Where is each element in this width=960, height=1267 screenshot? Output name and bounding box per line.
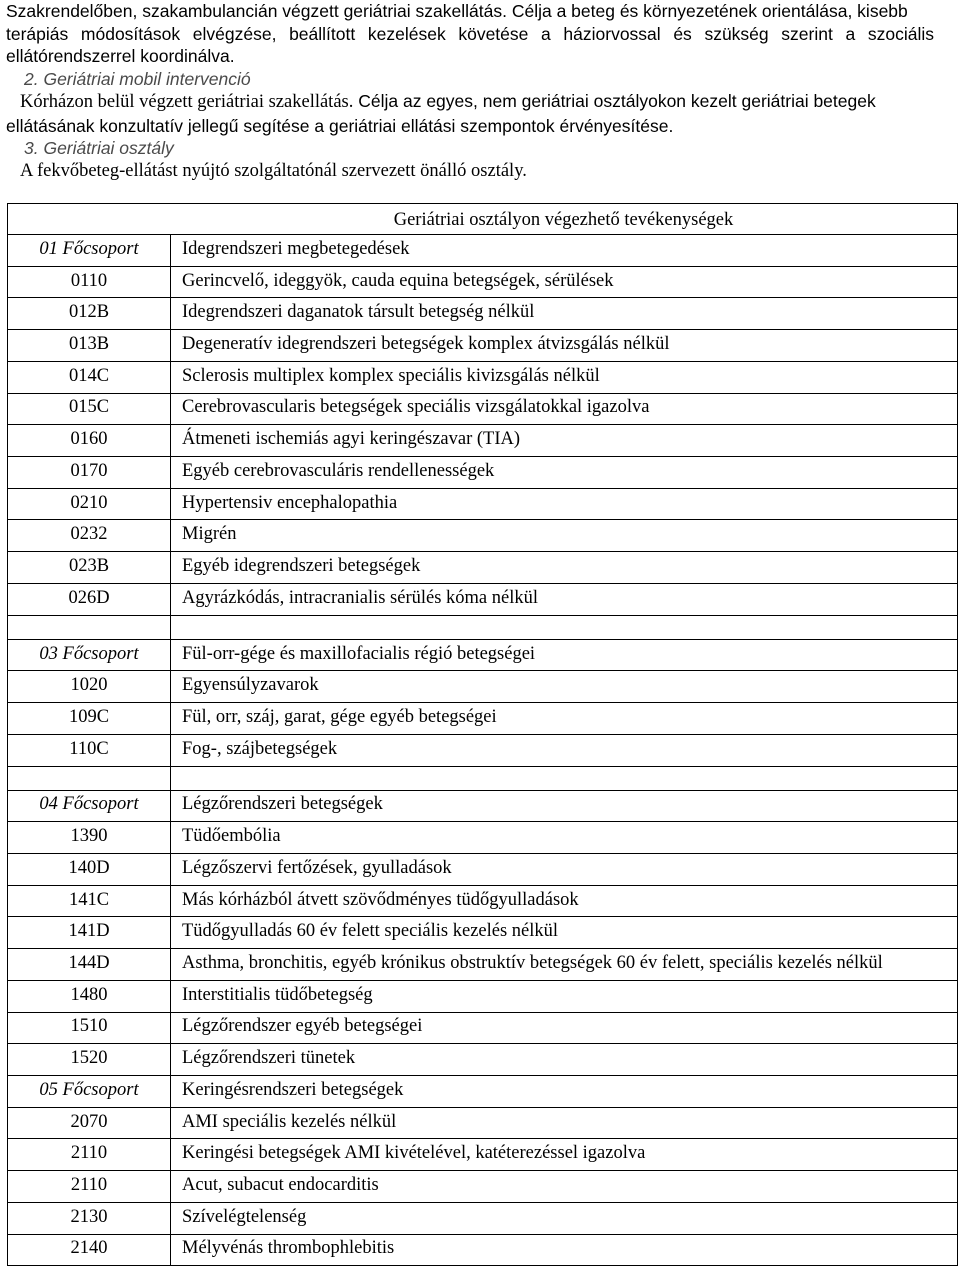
code-cell: 1520 [70, 1048, 108, 1069]
row-separator [8, 734, 957, 735]
desc-cell: Cerebrovascularis betegségek speciális vizsgálatokkal igazolva [182, 397, 650, 418]
group-desc-cell: Fül-orr-gége és maxillofacialis régió betegségei [182, 643, 536, 664]
desc-cell: Hypertensiv encephalopathia [182, 492, 398, 513]
row-separator [8, 393, 957, 394]
row-separator [8, 615, 957, 616]
group-code-cell: 03 Főcsoport [39, 643, 139, 664]
code-cell: 1020 [70, 675, 108, 696]
row-separator [8, 821, 957, 822]
desc-cell: Tüdőgyulladás 60 év felett speciális kezelés nélkül [182, 921, 559, 942]
activities-table [7, 203, 958, 1266]
desc-cell: Migrén [182, 524, 237, 545]
code-cell: 2110 [70, 1143, 108, 1164]
code-cell: 012B [68, 302, 110, 323]
desc-cell: Átmeneti ischemiás agyi keringészavar (TIA) [182, 429, 521, 450]
row-separator [8, 266, 957, 267]
code-cell: 2130 [70, 1206, 108, 1227]
group-desc-cell: Légzőrendszeri betegségek [182, 794, 383, 815]
desc-cell: Asthma, bronchitis, egyéb krónikus obstruktív betegségek 60 év felett, speciális kezelés nélkül [182, 952, 883, 973]
code-cell: 144D [68, 952, 110, 973]
intro-line-2: terápiás módosítások elvégzése, beállított kezelések követése a háziorvossal és szükség szerint a szociális [6, 23, 934, 44]
code-cell: 109C [68, 706, 110, 727]
row-separator [8, 1107, 957, 1108]
desc-cell: Acut, subacut endocarditis [182, 1175, 379, 1196]
desc-cell: Légzőrendszeri tünetek [182, 1048, 356, 1069]
row-separator [8, 980, 957, 981]
row-separator [8, 885, 957, 886]
section-2-line-1-b: Célja az egyes, nem geriátriai osztályokon kezelt geriátriai betegek [353, 91, 876, 111]
row-separator [8, 1075, 957, 1076]
code-cell: 026D [68, 587, 110, 608]
row-separator [8, 702, 957, 703]
desc-cell: Interstitialis tüdőbetegség [182, 984, 373, 1005]
row-separator [8, 297, 957, 298]
row-separator [8, 1012, 957, 1013]
row-separator [8, 583, 957, 584]
code-cell: 0110 [70, 270, 108, 291]
section-2-line-2: ellátásának konzultatív jellegű segítése a geriátriai ellátási szempontok érvényesítése. [6, 115, 674, 136]
row-separator [8, 1043, 957, 1044]
code-cell: 2140 [70, 1238, 108, 1259]
group-code-cell: 05 Főcsoport [39, 1079, 139, 1100]
row-separator [8, 639, 957, 640]
section-2-title: 2. Geriátriai mobil intervenció [24, 68, 251, 89]
section-3-line-1: A fekvőbeteg-ellátást nyújtó szolgáltatónál szervezett önálló osztály. [20, 160, 527, 181]
row-separator [8, 670, 957, 671]
code-cell: 0170 [70, 460, 108, 481]
desc-cell: Légzőrendszer egyéb betegségei [182, 1016, 423, 1037]
group-desc-cell: Keringésrendszeri betegségek [182, 1079, 404, 1100]
row-separator [8, 234, 957, 235]
code-cell: 0160 [70, 429, 108, 450]
row-separator [8, 790, 957, 791]
row-separator [8, 948, 957, 949]
code-cell: 2110 [70, 1175, 108, 1196]
code-cell: 1390 [70, 826, 108, 847]
desc-cell: Egyensúlyzavarok [182, 675, 319, 696]
code-cell: 015C [68, 397, 110, 418]
section-2-line-1 [20, 90, 934, 115]
intro-text [6, 0, 934, 182]
code-cell: 1510 [70, 1016, 108, 1037]
row-separator [8, 1170, 957, 1171]
group-code-cell: 01 Főcsoport [39, 238, 139, 259]
row-separator [8, 766, 957, 767]
desc-cell: Mélyvénás thrombophlebitis [182, 1238, 395, 1259]
code-cell: 140D [68, 857, 110, 878]
code-cell: 014C [68, 365, 110, 386]
desc-cell: Tüdőembólia [182, 826, 281, 847]
section-3-title: 3. Geriátriai osztály [24, 138, 174, 158]
intro-line-1: Szakrendelőben, szakambulancián végzett geriátriai szakellátás. Célja a beteg és környezetének orientálása, kisebb [6, 1, 908, 21]
row-separator [8, 361, 957, 362]
code-cell: 0232 [70, 524, 108, 545]
table-header: Geriátriai osztályon végezhető tevékenységek [393, 210, 734, 230]
desc-cell: Fül, orr, száj, garat, gége egyéb betegségei [182, 706, 497, 727]
code-cell: 1480 [70, 984, 108, 1005]
desc-cell: Más kórházból átvett szövődményes tüdőgyulladások [182, 889, 579, 910]
code-cell: 110C [69, 738, 109, 759]
desc-cell: Agyrázkódás, intracranialis sérülés kóma nélkül [182, 587, 539, 608]
row-separator [8, 488, 957, 489]
section-2-line-1-a: Kórházon belül végzett geriátriai szakellátás. [20, 92, 354, 112]
desc-cell: Idegrendszeri daganatok társult betegség nélkül [182, 302, 535, 323]
code-cell: 141C [68, 889, 110, 910]
desc-cell: Szívelégtelenség [182, 1206, 307, 1227]
desc-cell: Keringési betegségek AMI kivételével, katéterezéssel igazolva [182, 1143, 646, 1164]
desc-cell: Egyéb idegrendszeri betegségek [182, 556, 421, 577]
row-separator [8, 519, 957, 520]
code-cell: 023B [68, 556, 110, 577]
code-cell: 0210 [70, 492, 108, 513]
code-cell: 2070 [70, 1111, 108, 1132]
row-separator [8, 551, 957, 552]
code-cell: 141D [68, 921, 110, 942]
row-separator [8, 329, 957, 330]
row-separator [8, 853, 957, 854]
row-separator [8, 424, 957, 425]
desc-cell: Degeneratív idegrendszeri betegségek komplex átvizsgálás nélkül [182, 334, 670, 355]
row-separator [8, 456, 957, 457]
desc-cell: Fog-, szájbetegségek [182, 738, 338, 759]
row-separator [8, 1202, 957, 1203]
desc-cell: Egyéb cerebrovasculáris rendellenességek [182, 460, 495, 481]
intro-line-3: ellátórendszerrel koordinálva. [6, 46, 235, 66]
code-cell: 013B [68, 334, 110, 355]
group-code-cell: 04 Főcsoport [39, 794, 139, 815]
row-separator [8, 1138, 957, 1139]
row-separator [8, 916, 957, 917]
desc-cell: AMI speciális kezelés nélkül [182, 1111, 397, 1132]
column-divider [170, 234, 171, 1265]
row-separator [8, 1234, 957, 1235]
desc-cell: Gerincvelő, ideggyök, cauda equina betegségek, sérülések [182, 270, 614, 291]
desc-cell: Sclerosis multiplex komplex speciális kivizsgálás nélkül [182, 365, 600, 386]
desc-cell: Légzőszervi fertőzések, gyulladások [182, 857, 452, 878]
group-desc-cell: Idegrendszeri megbetegedések [182, 238, 410, 259]
